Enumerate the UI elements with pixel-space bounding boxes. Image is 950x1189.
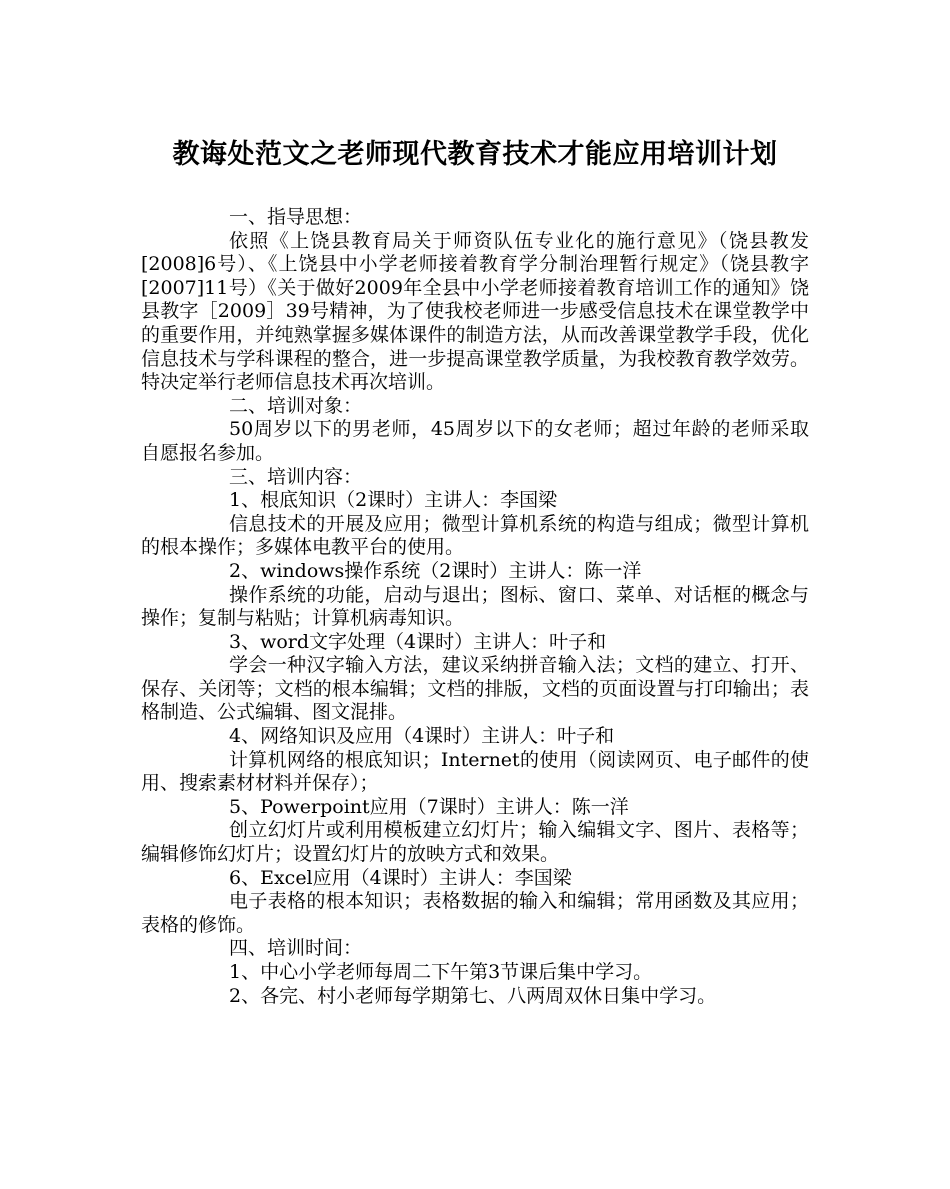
course-item-word: 3、word文字处理（4课时）主讲人：叶子和	[229, 630, 607, 653]
schedule-item-central: 1、中心小学老师每周二下午第3节课后集中学习。	[229, 961, 653, 983]
paragraph-target: 50周岁以下的男老师，45周岁以下的女老师；超过年龄的老师采取自愿报名参加。	[141, 418, 809, 464]
course-desc-basics: 信息技术的开展及应用；微型计算机系统的构造与组成；微型计算机的根本操作；多媒体电教平台的使用。	[141, 512, 809, 559]
course-item-basics: 1、根底知识（2课时）主讲人：李国梁	[229, 489, 558, 512]
course-desc-windows: 操作系统的功能，启动与退出；图标、窗口、菜单、对话框的概念与操作；复制与粘贴；计算机病毒知识。	[141, 583, 809, 630]
paragraph-basis: 依照《上饶县教育局关于师资队伍专业化的施行意见》（饶县教发[2008]6号）、《上饶县中小学老师接着教育学分制治理暂行规定》（饶县教字[2007]11号）《关于做好2009年全县中小学老师接着教育培训工作的通知》饶县教字［2009］39号精神，为了使我校老师进一步感受信息技术在课堂教学中的重要作用，并纯熟掌握多媒体课件的制造方法，从而改善课堂教学手段，优化信息技术与学科课程的整合，进一步提高课堂教学质量，为我校教育教学效劳。特决定举行老师信息技术再次培训。	[141, 229, 809, 394]
course-desc-powerpoint: 创立幻灯片或利用模板建立幻灯片；输入编辑文字、图片、表格等；编辑修饰幻灯片；设置幻灯片的放映方式和效果。	[141, 819, 809, 866]
course-desc-excel: 电子表格的根本知识；表格数据的输入和编辑；常用函数及其应用；表格的修饰。	[141, 890, 809, 936]
course-desc-word: 学会一种汉字输入方法，建议采纳拼音输入法；文档的建立、打开、保存、关闭等；文档的根本编辑；文档的排版，文档的页面设置与打印输出；表格制造、公式编辑、图文混排。	[141, 654, 809, 724]
document-title: 教诲处范文之老师现代教育技术才能应用培训计划	[172, 139, 778, 170]
document-body	[141, 206, 809, 1008]
section-heading-training-content: 三、培训内容：	[229, 465, 363, 488]
section-heading-guiding-thought: 一、指导思想：	[229, 206, 363, 228]
schedule-item-village: 2、各完、村小老师每学期第七、八两周双休日集中学习。	[229, 984, 717, 1007]
course-item-windows: 2、windows操作系统（2课时）主讲人：陈一洋	[229, 559, 642, 582]
section-heading-training-target: 二、培训对象：	[229, 394, 363, 417]
course-item-excel: 6、Excel应用（4课时）主讲人：李国梁	[229, 866, 572, 889]
course-desc-network: 计算机网络的根底知识；Internet的使用（阅读网页、电子邮件的使用、搜索素材材料并保存）；	[141, 748, 809, 795]
course-item-network: 4、网络知识及应用（4课时）主讲人：叶子和	[229, 725, 615, 748]
section-heading-training-time: 四、培训时间：	[229, 937, 363, 960]
course-item-powerpoint: 5、Powerpoint应用（7课时）主讲人：陈一洋	[229, 795, 629, 818]
